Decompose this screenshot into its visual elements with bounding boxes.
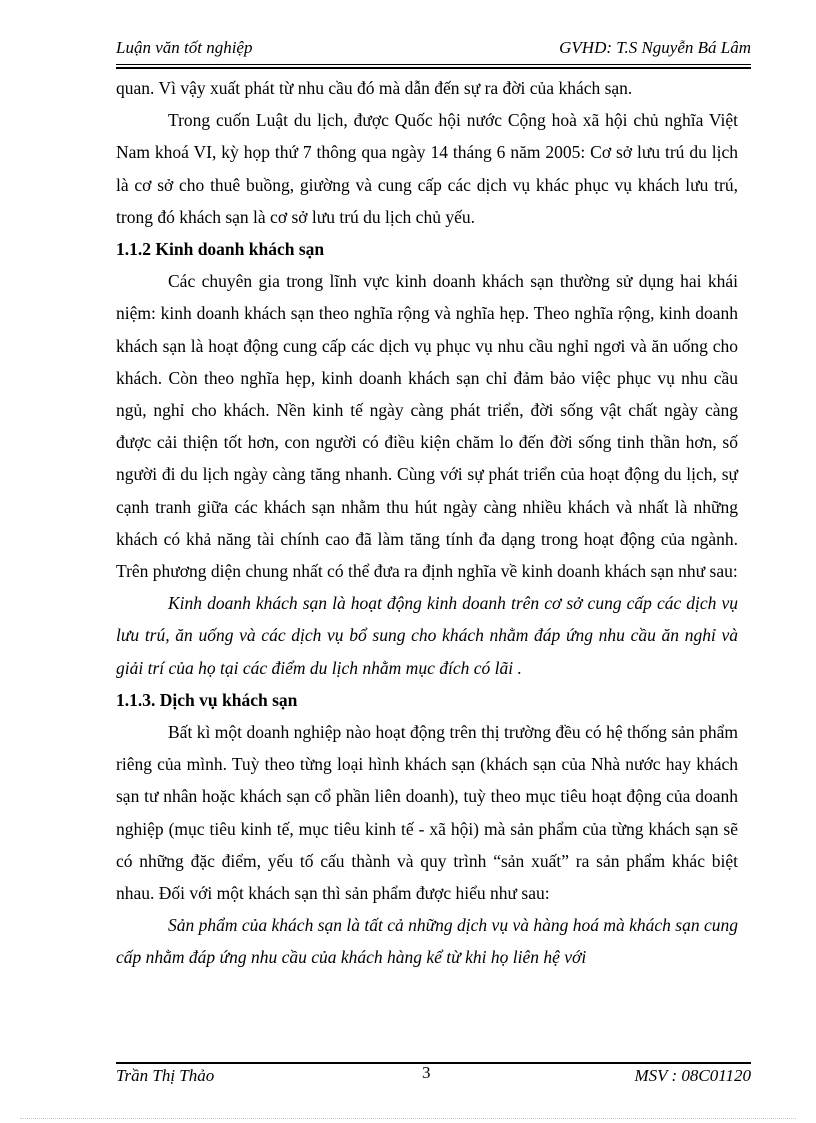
footer-student-id: MSV : 08C01120	[634, 1066, 751, 1085]
footer-author: Trần Thị Thảo	[116, 1066, 215, 1085]
paragraph-continuation: quan. Vì vậy xuất phát từ nhu cầu đó mà dẫn đến sự ra đời của khách sạn.	[116, 78, 633, 98]
header-supervisor: GVHD: T.S Nguyễn Bá Lâm	[559, 38, 751, 57]
section-heading-1-1-2: 1.1.2 Kinh doanh khách sạn	[116, 239, 325, 260]
page-number: 3	[422, 1063, 431, 1082]
header-rule-thin	[116, 64, 751, 65]
definition-hotel-business: Kinh doanh khách sạn là hoạt động kinh doanh trên cơ sở cung cấp các dịch vụ lưu trú, ăn uống và các dịch vụ bổ sung cho khách nhằm đáp ứng nhu cầu ăn nghỉ và giải trí của họ tại các điểm du lịch nhằm mục đích có lãi .	[116, 593, 738, 678]
paragraph-tourism-law: Trong cuốn Luật du lịch, được Quốc hội nước Cộng hoà xã hội chủ nghĩa Việt Nam khoá VI, kỳ họp thứ 7 thông qua ngày 14 tháng 6 năm 2005: Cơ sở lưu trú du lịch là cơ sở cho thuê buồng, giường và cung cấp các dịch vụ khác phục vụ khách lưu trú, trong đó khách sạn là cơ sở lưu trú du lịch chủ yếu.	[116, 110, 738, 227]
header-rule-thick	[116, 67, 751, 69]
paragraph-hotel-products: Bất kì một doanh nghiệp nào hoạt động trên thị trường đều có hệ thống sản phẩm riêng của mình. Tuỳ theo từng loại hình khách sạn (khách sạn của Nhà nước hay khách sạn tư nhân hoặc khách sạn cổ phần liên doanh), tuỳ theo mục tiêu hoạt động của doanh nghiệp (mục tiêu kinh tế, mục tiêu kinh tế - xã hội) mà sản phẩm của từng khách sạn sẽ có những đặc điểm, yếu tố cấu thành và quy trình “sản xuất” ra sản phẩm khác biệt nhau. Đối với một khách sạn thì sản phẩm được hiểu như sau:	[116, 722, 738, 904]
page-body	[116, 72, 738, 974]
page-bottom-edge	[20, 1118, 796, 1119]
page-footer	[116, 1064, 751, 1088]
definition-hotel-product: Sản phẩm của khách sạn là tất cả những dịch vụ và hàng hoá mà khách sạn cung cấp nhằm đáp ứng nhu cầu của khách hàng kể từ khi họ liên hệ với	[116, 915, 738, 968]
page-header	[116, 34, 751, 64]
paragraph-hotel-business: Các chuyên gia trong lĩnh vực kinh doanh khách sạn thường sử dụng hai khái niệm: kinh doanh khách sạn theo nghĩa rộng và nghĩa hẹp. Theo nghĩa rộng, kinh doanh khách sạn là hoạt động cung cấp các dịch vụ phục vụ nhu cầu nghỉ ngơi và ăn uống cho khách. Còn theo nghĩa hẹp, kinh doanh khách sạn chỉ đảm bảo việc phục vụ nhu cầu ngủ, nghỉ cho khách. Nền kinh tế ngày càng phát triển, đời sống vật chất ngày càng được cải thiện tốt hơn, con người có điều kiện chăm lo đến đời sống tinh thần hơn, số người đi du lịch ngày càng tăng nhanh. Cùng với sự phát triển của hoạt động du lịch, sự cạnh tranh giữa các khách sạn nhằm thu hút ngày càng nhiều khách và nhất là những khách có khả năng tài chính cao đã làm tăng tính đa dạng trong hoạt động của ngành. Trên phương diện chung nhất có thể đưa ra định nghĩa về kinh doanh khách sạn như sau:	[116, 271, 738, 582]
header-title: Luận văn tốt nghiệp	[116, 38, 253, 57]
section-heading-1-1-3: 1.1.3. Dịch vụ khách sạn	[116, 689, 298, 710]
